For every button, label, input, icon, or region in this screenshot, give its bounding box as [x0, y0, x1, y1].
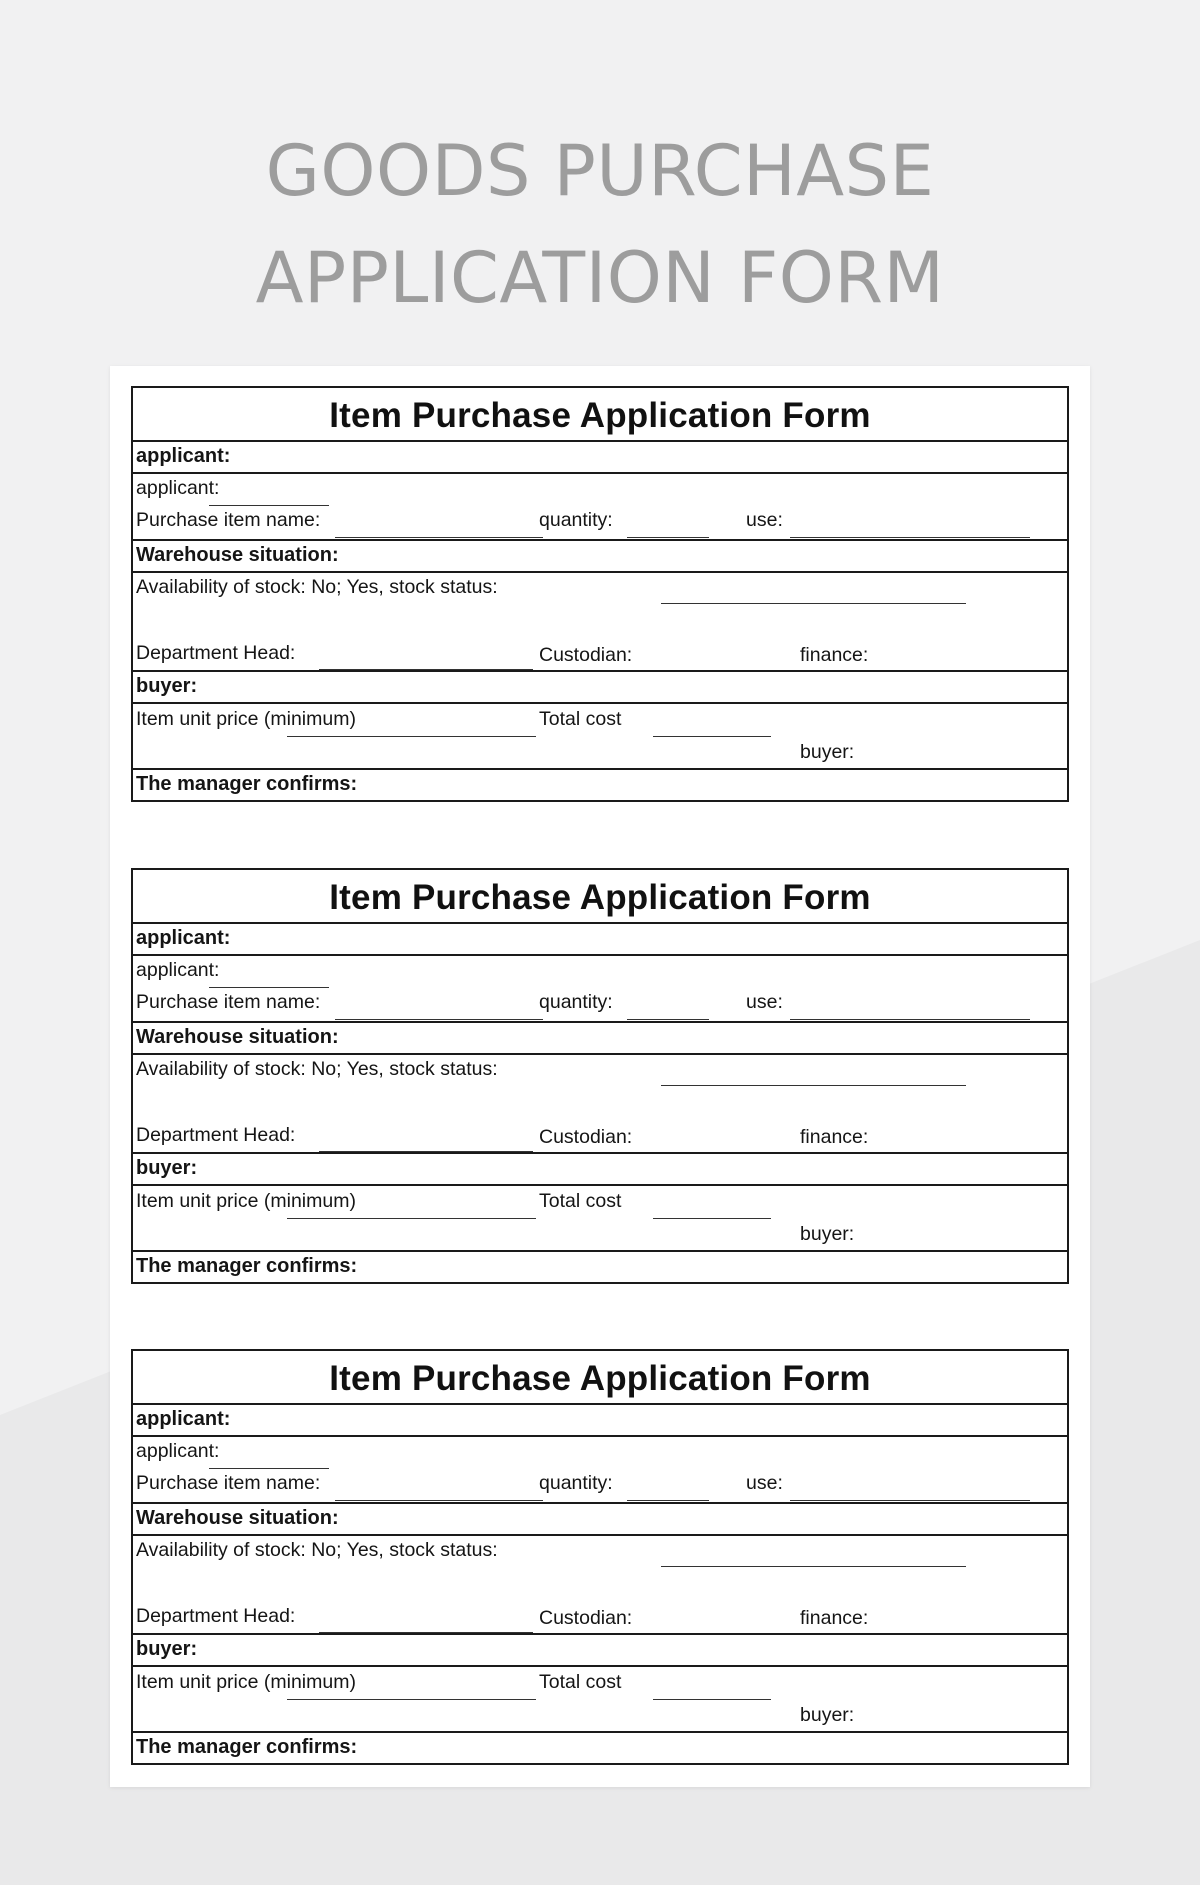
row-divider [133, 922, 1067, 924]
row-divider [133, 1184, 1067, 1186]
purchase-item-field-line[interactable] [335, 1500, 543, 1501]
use-field-line[interactable] [790, 1500, 1030, 1501]
row-divider [133, 1633, 1067, 1635]
buyer-section-heading: buyer: [136, 1157, 198, 1179]
buyer-label: buyer: [800, 1704, 855, 1726]
document-sheet [110, 366, 1090, 1787]
row-divider [133, 1250, 1067, 1252]
row-divider [133, 440, 1067, 442]
row-divider [133, 768, 1067, 770]
form-title: Item Purchase Application Form [329, 878, 871, 917]
applicant-label: applicant: [136, 959, 220, 981]
page-title [0, 118, 1200, 332]
warehouse-section-heading: Warehouse situation: [136, 544, 339, 566]
warehouse-section-heading: Warehouse situation: [136, 1026, 339, 1048]
total-cost-field-line[interactable] [653, 736, 771, 737]
stock-status-field-line[interactable] [661, 1566, 966, 1567]
buyer-label: buyer: [800, 741, 855, 763]
row-divider [133, 1731, 1067, 1733]
use-label: use: [746, 1472, 783, 1494]
row-divider [133, 539, 1067, 541]
department-head-label: Department Head: [136, 642, 296, 664]
applicant-section-heading: applicant: [136, 927, 231, 949]
row-divider [133, 1152, 1067, 1154]
purchase-item-field-line[interactable] [335, 1019, 543, 1020]
stock-availability-label: Availability of stock: No; Yes, stock status: [136, 576, 498, 598]
stock-availability-label: Availability of stock: No; Yes, stock status: [136, 1058, 498, 1080]
row-divider [133, 670, 1067, 672]
buyer-section-heading: buyer: [136, 675, 198, 697]
manager-confirms-heading: The manager confirms: [136, 1736, 358, 1758]
stock-status-field-line[interactable] [661, 1085, 966, 1086]
custodian-label: Custodian: [539, 644, 633, 666]
use-field-line[interactable] [790, 1019, 1030, 1020]
total-cost-label: Total cost [539, 1190, 622, 1212]
unit-price-field-line[interactable] [287, 736, 536, 737]
row-divider [133, 1403, 1067, 1405]
quantity-field-line[interactable] [627, 1500, 709, 1501]
quantity-field-line[interactable] [627, 1019, 709, 1020]
row-divider [133, 1021, 1067, 1023]
unit-price-field-line[interactable] [287, 1699, 536, 1700]
row-divider [133, 1435, 1067, 1437]
buyer-label: buyer: [800, 1223, 855, 1245]
applicant-field-line[interactable] [209, 987, 329, 988]
applicant-field-line[interactable] [209, 505, 329, 506]
purchase-form-3 [131, 1349, 1069, 1765]
quantity-label: quantity: [539, 991, 613, 1013]
unit-price-label: Item unit price (minimum) [136, 1671, 356, 1693]
department-head-label: Department Head: [136, 1124, 296, 1146]
page-title-line-2: APPLICATION FORM [255, 237, 945, 319]
finance-label: finance: [800, 644, 869, 666]
buyer-section-heading: buyer: [136, 1638, 198, 1660]
row-divider [133, 472, 1067, 474]
use-field-line[interactable] [790, 537, 1030, 538]
department-head-label: Department Head: [136, 1605, 296, 1627]
quantity-label: quantity: [539, 1472, 613, 1494]
stock-status-field-line[interactable] [661, 603, 966, 604]
applicant-section-heading: applicant: [136, 445, 231, 467]
custodian-label: Custodian: [539, 1607, 633, 1629]
use-label: use: [746, 509, 783, 531]
form-title: Item Purchase Application Form [329, 396, 871, 435]
custodian-label: Custodian: [539, 1126, 633, 1148]
quantity-label: quantity: [539, 509, 613, 531]
warehouse-section-heading: Warehouse situation: [136, 1507, 339, 1529]
applicant-section-heading: applicant: [136, 1408, 231, 1430]
purchase-item-label: Purchase item name: [136, 509, 321, 531]
row-divider [133, 702, 1067, 704]
row-divider [133, 1534, 1067, 1536]
purchase-item-field-line[interactable] [335, 537, 543, 538]
purchase-item-label: Purchase item name: [136, 1472, 321, 1494]
form-title: Item Purchase Application Form [329, 1359, 871, 1398]
finance-label: finance: [800, 1607, 869, 1629]
applicant-field-line[interactable] [209, 1468, 329, 1469]
total-cost-field-line[interactable] [653, 1218, 771, 1219]
page-title-line-1: GOODS PURCHASE [265, 130, 935, 212]
manager-confirms-heading: The manager confirms: [136, 773, 358, 795]
purchase-form-1 [131, 386, 1069, 802]
total-cost-field-line[interactable] [653, 1699, 771, 1700]
finance-label: finance: [800, 1126, 869, 1148]
manager-confirms-heading: The manager confirms: [136, 1255, 358, 1277]
row-divider [133, 1665, 1067, 1667]
total-cost-label: Total cost [539, 1671, 622, 1693]
stock-availability-label: Availability of stock: No; Yes, stock status: [136, 1539, 498, 1561]
row-divider [133, 1502, 1067, 1504]
applicant-label: applicant: [136, 477, 220, 499]
purchase-form-2 [131, 868, 1069, 1284]
total-cost-label: Total cost [539, 708, 622, 730]
row-divider [133, 571, 1067, 573]
row-divider [133, 1053, 1067, 1055]
unit-price-label: Item unit price (minimum) [136, 1190, 356, 1212]
applicant-label: applicant: [136, 1440, 220, 1462]
quantity-field-line[interactable] [627, 537, 709, 538]
purchase-item-label: Purchase item name: [136, 991, 321, 1013]
use-label: use: [746, 991, 783, 1013]
unit-price-field-line[interactable] [287, 1218, 536, 1219]
row-divider [133, 954, 1067, 956]
unit-price-label: Item unit price (minimum) [136, 708, 356, 730]
